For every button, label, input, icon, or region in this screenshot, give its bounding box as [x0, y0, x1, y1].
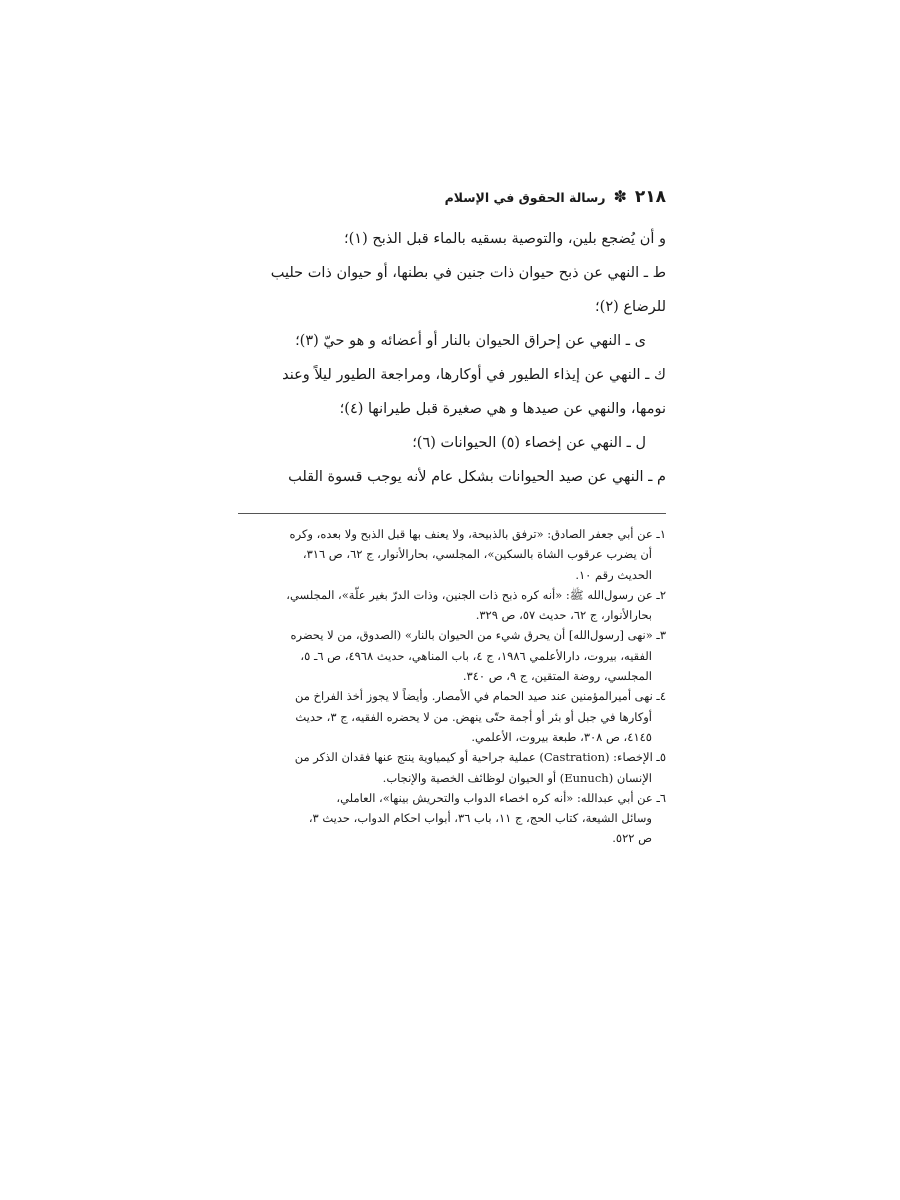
body-line: ك ـ النهي عن إيذاء الطيور في أوكارها، ومراجعة الطيور ليلاً وعند [282, 367, 666, 383]
footnote-divider [238, 513, 666, 514]
footnote-line: بحارالأنوار، ج ٦٢، حديث ٥٧، ص ٣٢٩. [475, 608, 652, 623]
body-line: ى ـ النهي عن إحراق الحيوان بالنار أو أعضائه و هو حيّ (٣)؛ [295, 333, 646, 349]
footnote-line: ٥ـ الإخصاء: (Castration) عملية جراحية أو كيمياوية ينتج عنها فقدان الذكر من [294, 750, 666, 765]
body-line: ط ـ النهي عن ذبح حيوان ذات جنين في بطنها، أو حيوان ذات حليب [270, 265, 666, 281]
footnote-line: ٦ـ عن أبي عبدالله: «أنه كره اخصاء الدواب والتحريش بينها»، العاملي، [336, 790, 666, 805]
footnote-line: وسائل الشيعة، كتاب الحج، ج ١١، باب ٣٦، أبواب احكام الدواب، حديث ٣، [308, 811, 652, 826]
footnote-line: ٤١٤٥، ص ٣٠٨، طبعة بيروت، الأعلمي. [471, 729, 652, 744]
main-text [236, 222, 666, 494]
body-line: و أن يُضجع بلين، والتوصية بسقيه بالماء قبل الذبح (١)؛ [344, 231, 666, 247]
body-line: نومها، والنهي عن صيدها و هي صغيرة قبل طيرانها (٤)؛ [339, 401, 666, 417]
footnote-line: ١ـ عن أبي جعفر الصادق: «ترفق بالذبيحة، ولا يعنف بها قبل الذبح ولا بعده، وكره [289, 527, 666, 541]
body-line: ل ـ النهي عن إخصاء (٥) الحيوانات (٦)؛ [412, 435, 646, 451]
page-number: ٢١٨ [634, 187, 666, 207]
footnote-line: ص ٥٢٢. [612, 831, 652, 846]
footnote-line: المجلسي، روضة المتقين، ج ٩، ص ٣٤٠. [462, 669, 652, 684]
flower-ornament-icon: ✽ [613, 187, 627, 206]
footnote-line: ٣ـ «نهى [رسول‌الله] أن يحرق شيء من الحيوان بالنار» (الصدوق، من لا يحضره [290, 628, 666, 643]
footnote-line: الإنسان (Eunuch) أو الحيوان لوظائف الخصية والإنجاب. [382, 770, 652, 785]
footnote-line: ٢ـ عن رسول‌الله ﷺ: «أنه كره ذبح ذات الجنين، وذات الدرّ بغير علّة»، المجلسي، [286, 587, 666, 602]
footnote-line: الفقيه، بيروت، دارالأعلمي ١٩٨٦، ج ٤، باب المناهي، حديث ٤٩٦٨، ص ٦ـ ٥، [300, 648, 652, 663]
footnote-line: أن يضرب عرقوب الشاة بالسكين»، المجلسي، بحارالأنوار، ج ٦٢، ص ٣١٦، [302, 547, 652, 562]
body-line: م ـ النهي عن صيد الحيوانات بشكل عام لأنه يوجب قسوة القلب [288, 469, 666, 485]
footnote-line: الحديث رقم ١٠. [575, 567, 652, 582]
running-title: رسالة الحقوق في الإسلام [444, 189, 606, 205]
footnotes-section [236, 524, 666, 849]
body-line: للرضاع (٢)؛ [595, 299, 666, 315]
footnote-line: أوكارها في جبل أو بئر أو أجمة حتّى ينهض. من لا يحضره الفقيه، ج ٣، حديث [295, 709, 652, 724]
page-header [444, 185, 666, 209]
footnote-line: ٤ـ نهى أميرالمؤمنين عند صيد الحمام في الأمصار. وأيضاً لا يجوز أخذ الفراخ من [294, 689, 666, 704]
